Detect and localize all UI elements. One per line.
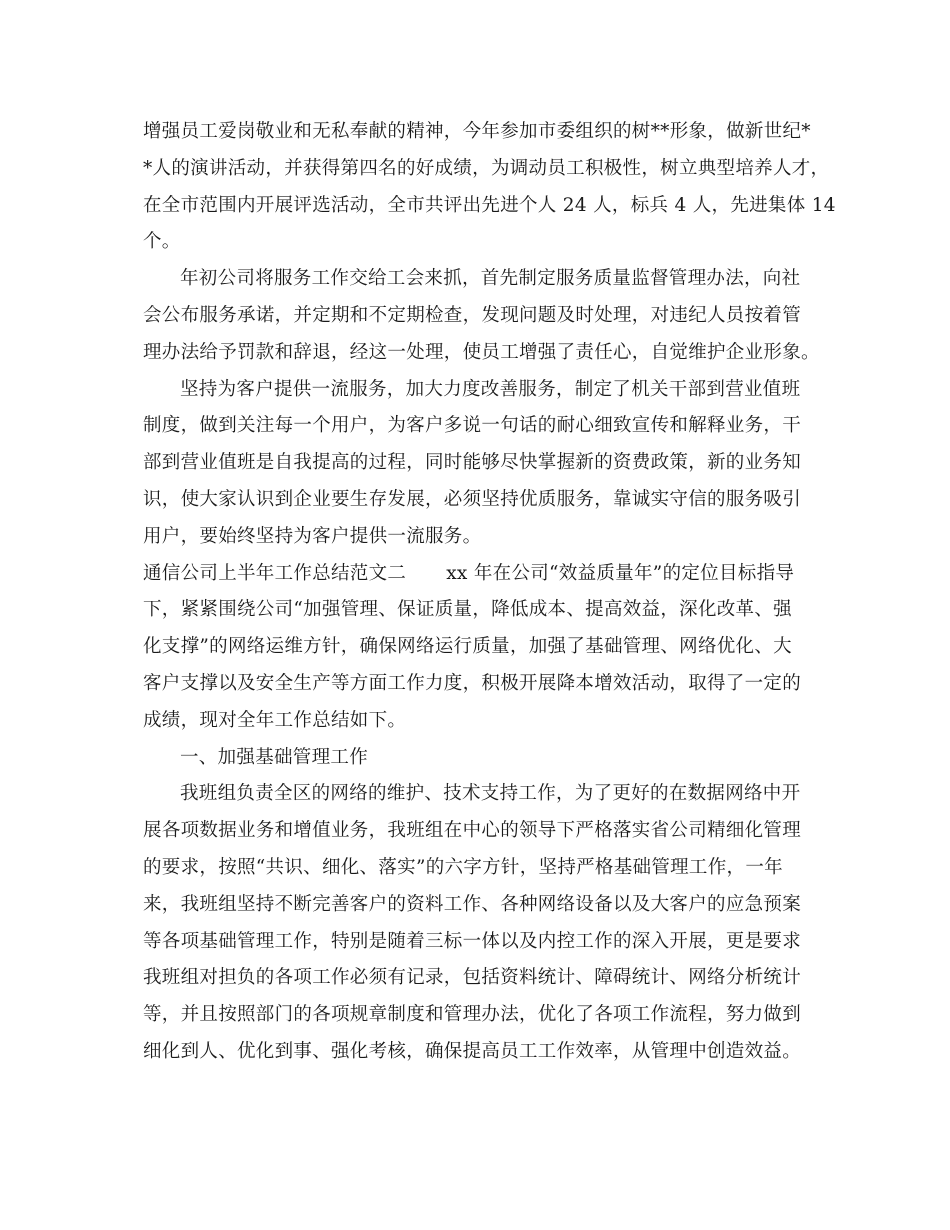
text-line: 增强员工爱岗敬业和无私奉献的精神，今年参加市委组织的树**形象，做新世纪* xyxy=(143,121,811,142)
text-line: 下，紧紧围绕公司“加强管理、保证质量，降低成本、提高效益，深化改革、强 xyxy=(143,599,792,621)
text-line: 理办法给予罚款和辞退，经这一处理，使员工增强了责任心，自觉维护企业形象。 xyxy=(143,341,820,363)
paragraph-first-line: 坚持为客户提供一流服务，加大力度改善服务，制定了机关干部到营业值班 xyxy=(180,378,801,400)
text-line: 识，使大家认识到企业要生存发展，必须坚持优质服务，靠诚实守信的服务吸引 xyxy=(143,488,802,510)
text-line: 成绩，现对全年工作总结如下。 xyxy=(143,709,407,731)
section-heading: 一、加强基础管理工作 xyxy=(180,746,369,768)
text-line: 用户，要始终坚持为客户提供一流服务。 xyxy=(143,525,482,547)
text-line: 细化到人、优化到事、强化考核，确保提高员工工作效率，从管理中创造效益。 xyxy=(143,1040,802,1062)
text-line: 个。 xyxy=(143,231,181,253)
section-title-line xyxy=(143,556,815,593)
text-line: 我班组对担负的各项工作必须有记录，包括资料统计、障碍统计、网络分析统计 xyxy=(143,967,802,989)
paragraph-first-line: 我班组负责全区的网络的维护、技术支持工作，为了更好的在数据网络中开 xyxy=(180,783,801,805)
text-line: 等各项基础管理工作，特别是随着三标一体以及内控工作的深入开展，更是要求 xyxy=(143,930,802,952)
text-line: 会公布服务承诺，并定期和不定期检查，发现问题及时处理，对违纪人员按着管 xyxy=(143,304,802,326)
document-body xyxy=(143,114,836,1071)
text-line: *人的演讲活动，并获得第四名的好成绩，为调动员工积极性，树立典型培养人才， xyxy=(143,157,830,179)
text-line: 的要求，按照“共识、细化、落实”的六字方针，坚持严格基础管理工作，一年 xyxy=(143,856,783,878)
article-title: 通信公司上半年工作总结范文二 xyxy=(143,562,407,584)
text-line: 化支撑”的网络运维方针，确保网络运行质量，加强了基础管理、网络优化、大 xyxy=(143,636,792,658)
text-line: 部到营业值班是自我提高的过程，同时能够尽快掌握新的资费政策，新的业务知 xyxy=(143,452,802,474)
text-segment: xx 年在公司“效益质量年”的定位目标指导 xyxy=(446,562,795,584)
text-line: 在全市范围内开展评选活动，全市共评出先进个人 24 人，标兵 4 人，先进集体 14 xyxy=(143,194,836,216)
text-line: 制度，做到关注每一个用户，为客户多说一句话的耐心细致宣传和解释业务，干 xyxy=(143,415,802,437)
text-line: 展各项数据业务和增值业务，我班组在中心的领导下严格落实省公司精细化管理 xyxy=(143,820,802,842)
text-line: 来，我班组坚持不断完善客户的资料工作、各种网络设备以及大客户的应急预案 xyxy=(143,893,802,915)
paragraph-first-line: 年初公司将服务工作交给工会来抓，首先制定服务质量监督管理办法，向社 xyxy=(180,268,801,290)
text-line: 客户支撑以及安全生产等方面工作力度，积极开展降本增效活动，取得了一定的 xyxy=(143,672,802,694)
text-line: 等，并且按照部门的各项规章制度和管理办法，优化了各项工作流程，努力做到 xyxy=(143,1004,802,1026)
